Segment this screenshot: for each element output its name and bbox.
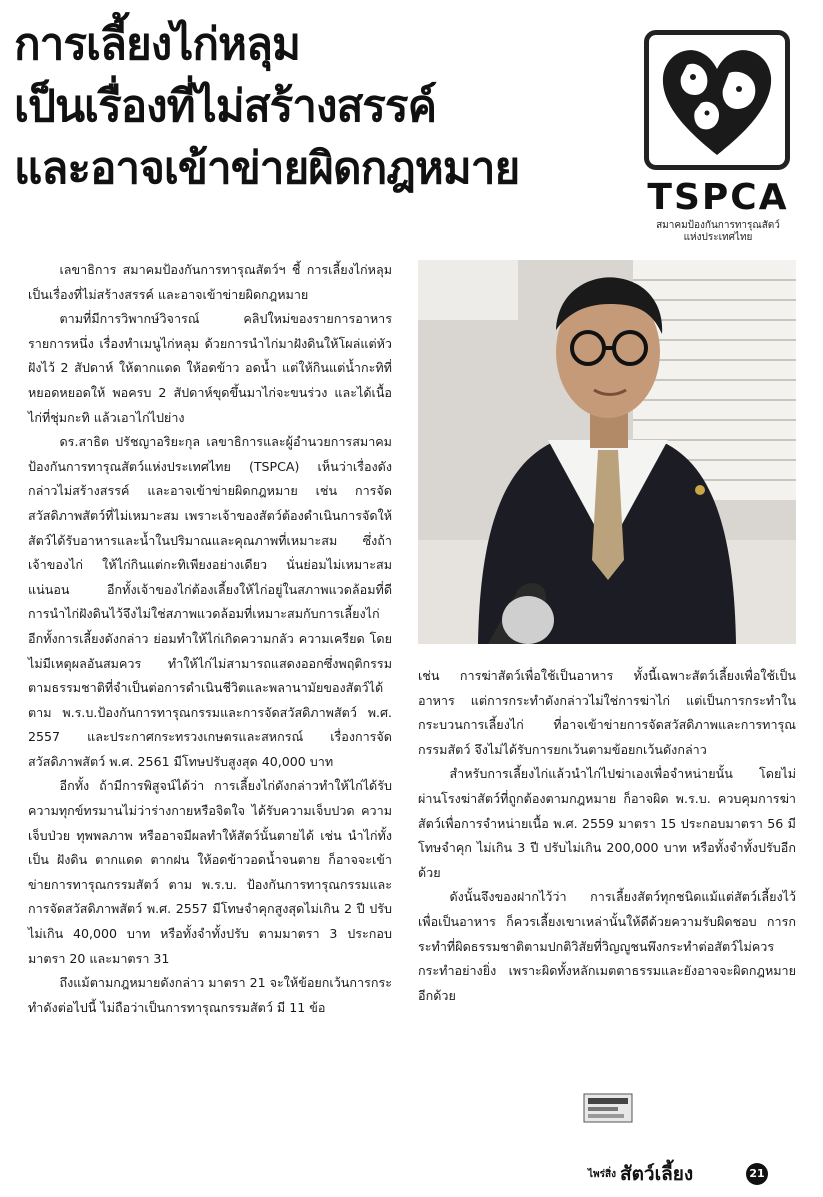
tspca-subtitle-line-1: สมาคมป้องกันการทารุณสัตว์	[656, 220, 780, 231]
magazine-logo-icon	[580, 1088, 636, 1128]
article-headline	[14, 14, 614, 200]
article-paragraph: ถึงแม้ตามกฎหมายดังกล่าว มาตรา 21 จะให้ข้อยกเว้นการกระทำดังต่อไปนี้ ไม่ถือว่าเป็นการทารุณกรรมสัตว์ มี 11 ข้อ	[28, 975, 392, 1015]
headline-line-1: การเลี้ยงไก่หลุม	[14, 19, 300, 70]
magazine-name	[588, 1160, 693, 1188]
tspca-logo-name: TSPCA	[647, 177, 789, 218]
article-paragraph: ดร.สาธิต ปรัชญาอริยะกุล เลขาธิการและผู้อำนวยการสมาคมป้องกันการทารุณสัตว์แห่งประเทศไทย (TSPCA) เห็นว่าเรื่องดังกล่าวไม่สร้างสรรค์ และอาจเข้าข่ายผิดกฎหมาย เช่น การจัดสวัสดิภาพสัตว์ที่ไม่เหมาะสม เพราะเจ้าของสัตว์ต้องดำเนินการจัดให้สัตว์ได้รับอาหารและน้ำในปริมาณและคุณภาพที่เหมาะสม ซึ่งถ้าเจ้าของไก่ ให้ไก่กินแต่กะทิเพียงอย่างเดียว นั่นย่อมไม่เหมาะสมแน่นอน อีกทั้งเจ้าของไก่ต้องเลี้ยงให้ไก่อยู่ในสภาพแวดล้อมที่ดี การนำไก่ฝังดินไว้จึงไม่ใช่สภาพแวดล้อมที่เหมาะสมกับการเลี้ยงไก่ อีกทั้งการเลี้ยงดังกล่าว ย่อมทำให้ไก่เกิดความกลัว ความเครียด โดยไม่มีเหตุผลอันสมควร ทำให้ไก่ไม่สามารถแสดงออกซึ่งพฤติกรรมตามธรรมชาติที่จำเป็นต่อการดำเนินชีวิตและพลานามัยของสัตว์ได้ ตาม พ.ร.บ.ป้องกันการทารุณกรรมและการจัดสวัสดิภาพสัตว์ พ.ศ. 2557 และประกาศกระทรวงเกษตรและสหกรณ์ เรื่องการจัดสวัสดิภาพสัตว์ พ.ศ. 2561 มีโทษปรับสูงสุด 40,000 บาท	[28, 434, 392, 769]
portrait-illustration	[418, 260, 796, 644]
tspca-subtitle-line-2: แห่งประเทศไทย	[683, 232, 753, 243]
page-number: 21	[746, 1163, 768, 1185]
article-paragraph: ตามที่มีการวิพากษ์วิจารณ์ คลิปใหม่ของรายการอาหารรายการหนึ่ง เรื่องทำเมนูไก่หลุม ด้วยการนำไก่มาฝังดินให้โผล่แต่หัวฝังไว้ 2 สัปดาห์ ให้ตากแดด ให้อดข้าว อดน้ำ แต่ให้กินแต่น้ำกะทิที่หยอดหยอดให้ พอครบ 2 สัปดาห์ขุดขึ้นมาไก่จะขนร่วง และได้เนื้อไก่ที่ชุ่มกะทิ แล้วเอาไก่ไปย่าง	[28, 311, 392, 425]
article-paragraph: เช่น การฆ่าสัตว์เพื่อใช้เป็นอาหาร ทั้งนี้เฉพาะสัตว์เลี้ยงเพื่อใช้เป็นอาหาร แต่การกระทำดังกล่าวไม่ใช่การฆ่าไก่ แต่เป็นการกระทำในกระบวนการเลี้ยงไก่ ที่อาจเข้าข่ายการจัดสวัสดิภาพและการทารุณกรรมสัตว์ จึงไม่ได้รับการยกเว้นตามข้อยกเว้นดังกล่าว	[418, 668, 796, 757]
heart-animals-icon	[657, 43, 777, 159]
tspca-logo-subtitle	[630, 220, 806, 244]
magazine-prefix: ไพร่สิ่ง	[588, 1168, 616, 1180]
magazine-title: สัตว์เลี้ยง	[619, 1163, 694, 1185]
article-paragraph: เลขาธิการ สมาคมป้องกันการทารุณสัตว์ฯ ชี้ การเลี้ยงไก่หลุม เป็นเรื่องที่ไม่สร้างสรรค์ และอาจเข้าข่ายผิดกฎหมาย	[28, 262, 392, 302]
article-column-right	[418, 664, 796, 1008]
headline-line-3: และอาจเข้าข่ายผิดกฎหมาย	[14, 143, 520, 194]
tspca-logo-frame	[644, 30, 790, 170]
article-paragraph: ดังนั้นจึงของฝากไว้ว่า การเลี้ยงสัตว์ทุกชนิดแม้แต่สัตว์เลี้ยงไว้เพื่อเป็นอาหาร ก็ควรเลี้ยงเขาเหล่านั้นให้ดีด้วยความรับผิดชอบ การกระทำที่ผิดธรรมชาติตามปกติวิสัยที่วิญญูชนพึงกระทำต่อสัตว์ไม่ควรกระทำอย่างยิ่ง เพราะผิดทั้งหลักเมตตาธรรมและยังอาจจะผิดกฎหมายอีกด้วย	[418, 889, 796, 1003]
article-column-left	[28, 258, 392, 1020]
article-paragraph: อีกทั้ง ถ้ามีการพิสูจน์ได้ว่า การเลี้ยงไก่ดังกล่าวทำให้ไก่ได้รับความทุกข์ทรมานไม่ว่าร่างกายหรือจิตใจ ได้รับความเจ็บปวด ความเจ็บป่วย ทุพพลภาพ หรืออาจมีผลทำให้สัตว์นั้นตายได้ เช่น นำไก่ทั้งเป็น ฝังดิน ตากแดด ตากฝน ให้อดข้าวอดน้ำจนตาย ก็อาจจะเข้าข่ายการทารุณกรรมสัตว์ ตาม พ.ร.บ. ป้องกันการทารุณกรรมและการจัดสวัสดิภาพสัตว์ พ.ศ. 2557 มีโทษจำคุกสูงสุดไม่เกิน 2 ปี ปรับไม่เกิน 40,000 บาท หรือทั้งจำทั้งปรับ ตามมาตรา 3 ประกอบ มาตรา 20 และมาตรา 31	[28, 778, 392, 966]
interview-photo	[418, 260, 796, 644]
headline-line-2: เป็นเรื่องที่ไม่สร้างสรรค์	[14, 81, 436, 132]
article-paragraph: สำหรับการเลี้ยงไก่แล้วนำไก่ไปฆ่าเองเพื่อจำหน่ายนั้น โดยไม่ผ่านโรงฆ่าสัตว์ที่ถูกต้องตามกฎหมาย ก็อาจผิด พ.ร.บ. ควบคุมการฆ่าสัตว์เพื่อการจำหน่ายเนื้อ พ.ศ. 2559 มาตรา 15 ประกอบมาตรา 56 มีโทษจำคุก ไม่เกิน 3 ปี ปรับไม่เกิน 200,000 บาท หรือทั้งจำทั้งปรับอีกด้วย	[418, 766, 796, 880]
